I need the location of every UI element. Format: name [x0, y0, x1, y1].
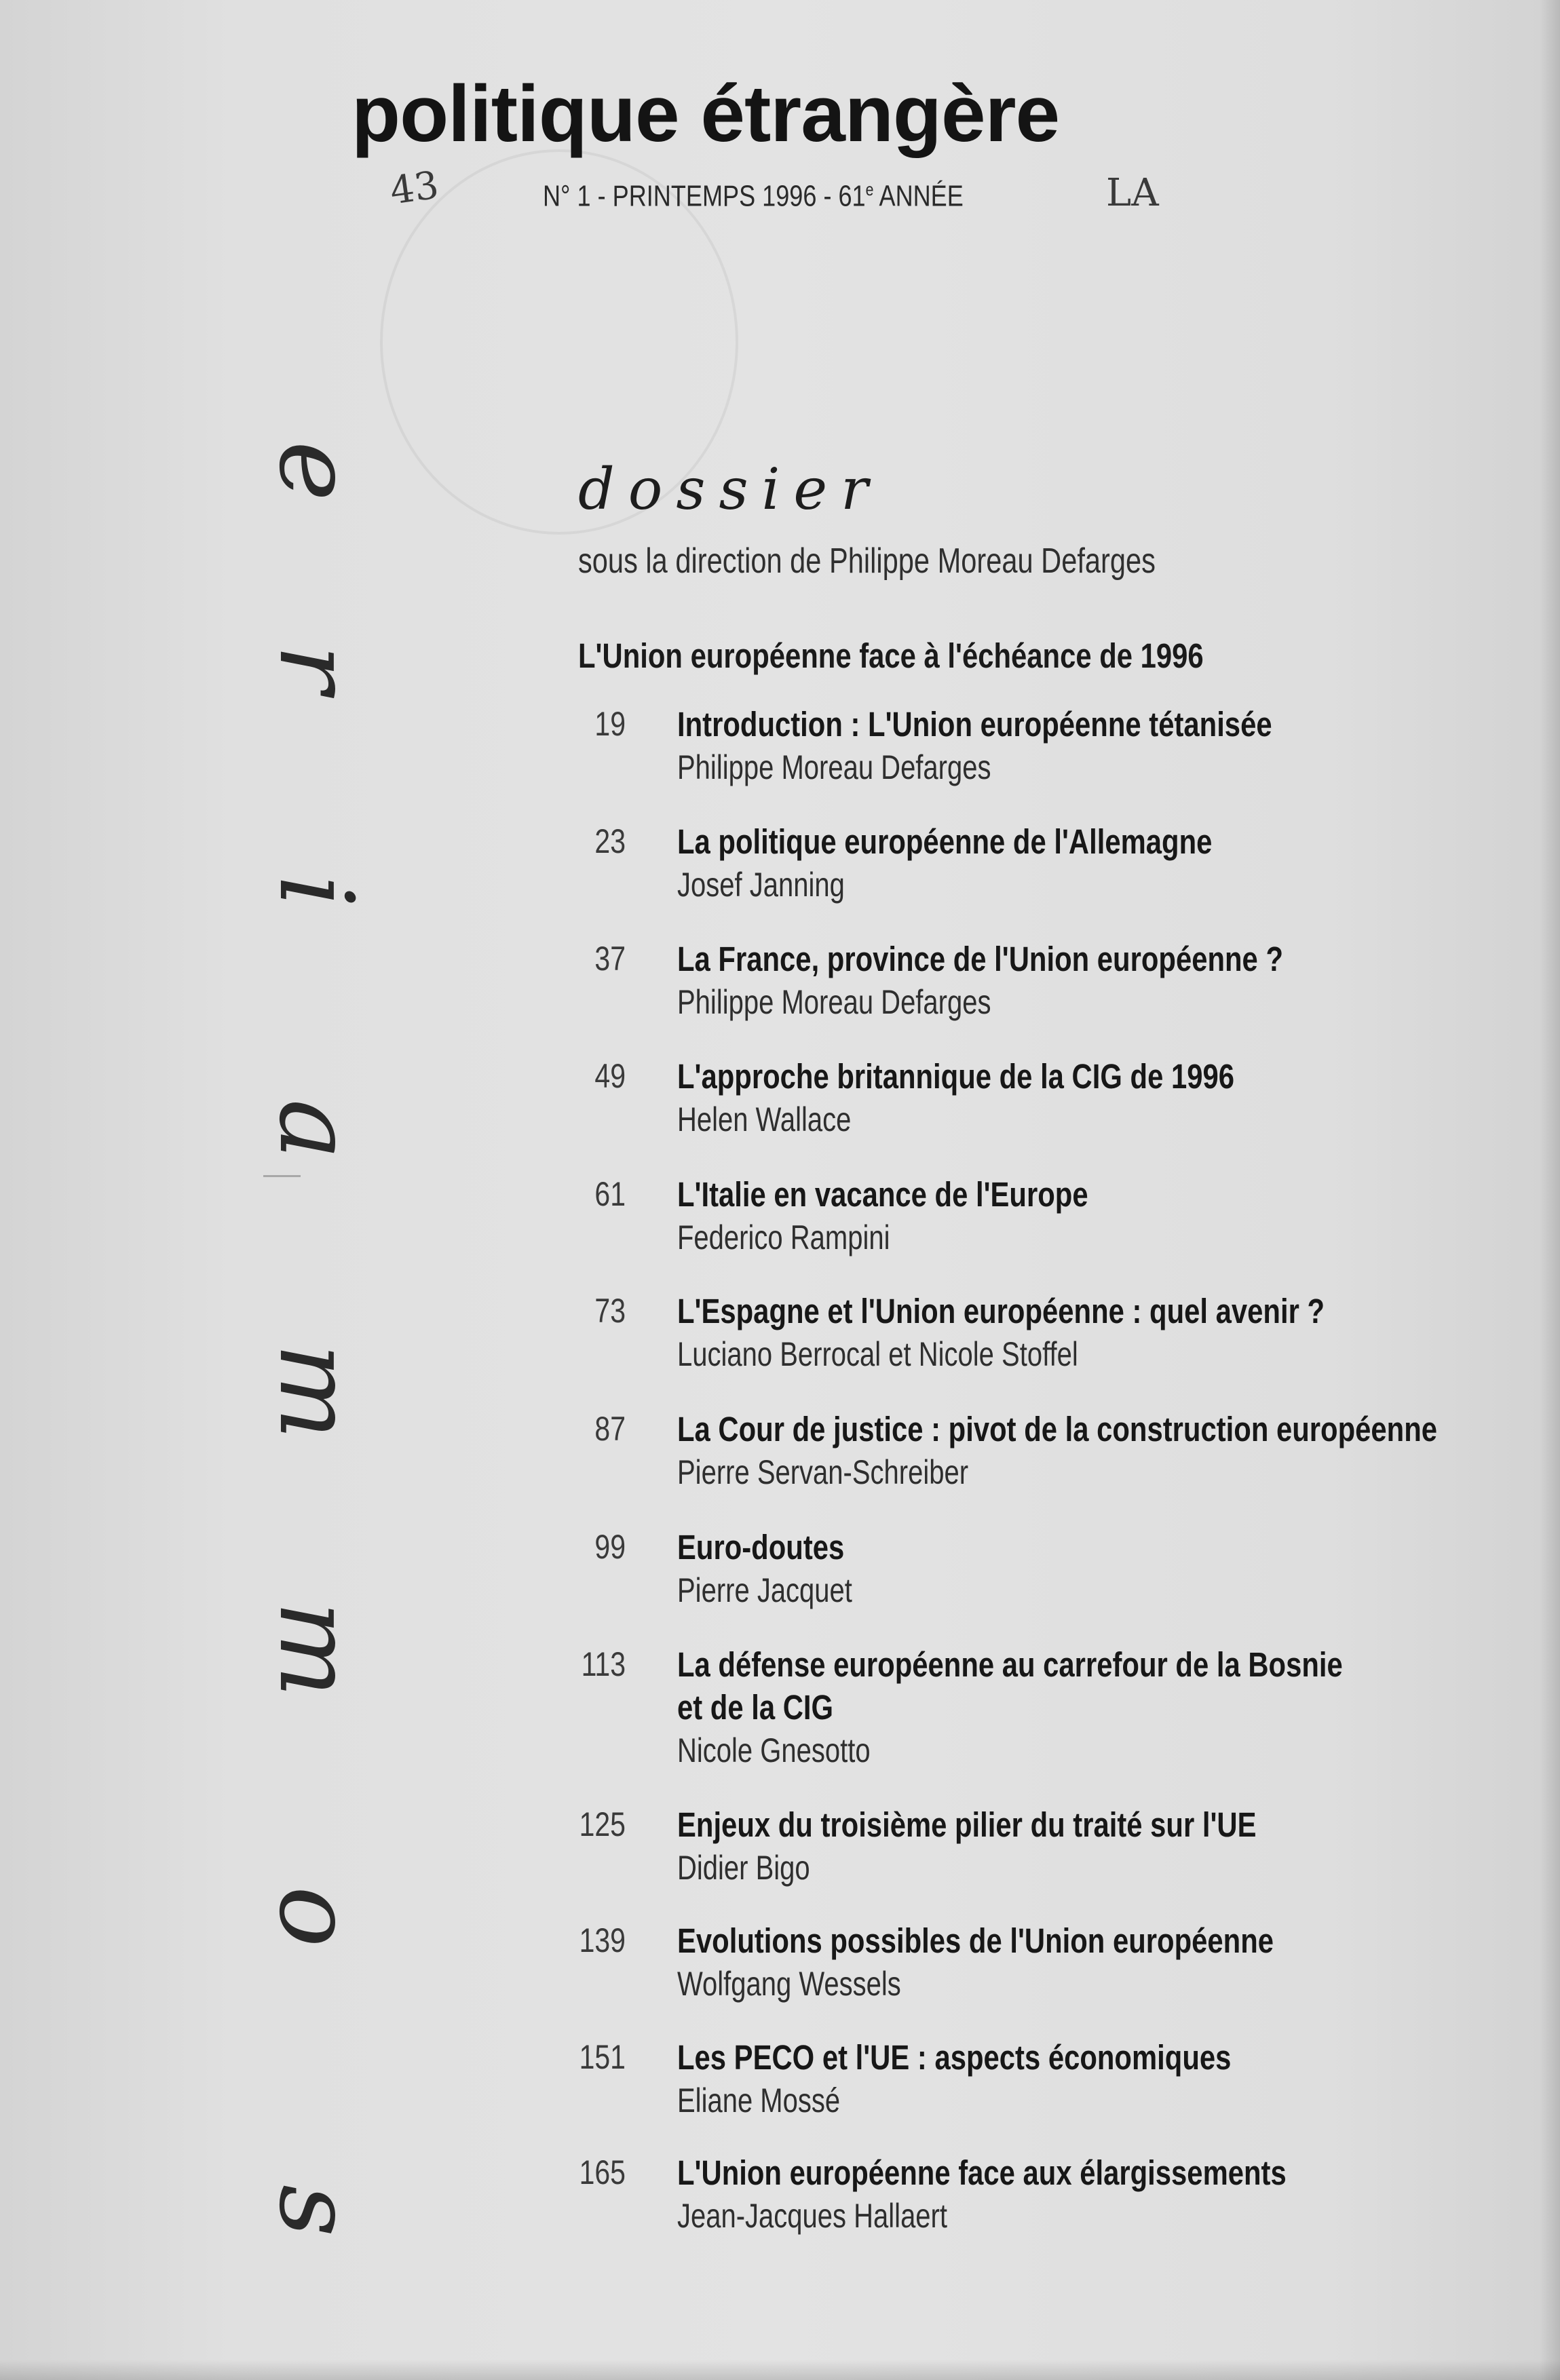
vertical-letter: s	[256, 2185, 375, 2237]
toc-entry	[0, 1291, 1560, 1373]
issue-prefix: N° 1 - PRINTEMPS 1996 - 61	[543, 179, 866, 213]
toc-article-title: Enjeux du troisième pilier du traité sur l'UE	[677, 1805, 1257, 1844]
dossier-direction: sous la direction de Philippe Moreau Defarges	[578, 541, 1156, 581]
toc-entry	[0, 2153, 1560, 2234]
toc-page-number: 73	[594, 1292, 626, 1330]
handwritten-note-left: 43	[387, 163, 442, 214]
journal-title: politique étrangère	[351, 69, 1060, 159]
toc-page-number: 23	[594, 822, 626, 860]
toc-author: Philippe Moreau Defarges	[677, 983, 991, 1021]
toc-author: Helen Wallace	[677, 1100, 852, 1138]
toc-entry	[0, 822, 1560, 903]
toc-author: Philippe Moreau Defarges	[677, 748, 991, 786]
vertical-letter: r	[256, 645, 375, 693]
toc-article-title: La Cour de justice : pivot de la construction européenne	[677, 1410, 1438, 1448]
issue-line	[543, 179, 964, 214]
margin-mark	[263, 1175, 301, 1177]
toc-article-title: La politique européenne de l'Allemagne	[677, 822, 1213, 861]
toc-page-number: 61	[594, 1175, 626, 1213]
page-bottom-shadow	[0, 2360, 1560, 2380]
toc-entry	[0, 939, 1560, 1020]
toc-author: Federico Rampini	[677, 1218, 890, 1256]
toc-entry	[0, 1527, 1560, 1609]
toc-page-number: 99	[594, 1528, 626, 1566]
toc-article-title: Evolutions possibles de l'Union européenne	[677, 1921, 1274, 1960]
toc-author: Jean-Jacques Hallaert	[677, 2197, 947, 2235]
toc-author: Eliane Mossé	[677, 2081, 841, 2119]
toc-article-title: Les PECO et l'UE : aspects économiques	[677, 2038, 1232, 2077]
toc-article-title: L'Espagne et l'Union européenne : quel avenir ?	[677, 1292, 1325, 1330]
toc-page-number: 87	[594, 1410, 626, 1448]
toc-entry	[0, 1056, 1560, 1138]
toc-author: Wolfgang Wessels	[677, 1965, 901, 2003]
toc-entry	[0, 1174, 1560, 1256]
toc-article-title: L'approche britannique de la CIG de 1996	[677, 1057, 1234, 1096]
toc-article-title: Introduction : L'Union européenne tétanisée	[677, 705, 1272, 744]
vertical-letter: m	[256, 1601, 375, 1698]
toc-article-title: L'Union européenne face aux élargissements	[677, 2153, 1287, 2192]
toc-page-number: 113	[581, 1645, 626, 1683]
vertical-letter: o	[256, 1886, 375, 1948]
toc-entry	[0, 2037, 1560, 2119]
toc-page-number: 139	[579, 1921, 626, 1959]
handwritten-note-right: LA	[1106, 171, 1159, 215]
toc-entry	[0, 1921, 1560, 2002]
toc-author: Pierre Jacquet	[677, 1571, 852, 1609]
toc-page-number: 49	[594, 1057, 626, 1095]
toc-page-number: 19	[594, 705, 626, 743]
toc-article-title: L'Italie en vacance de l'Europe	[677, 1175, 1088, 1214]
toc-article-title: La France, province de l'Union européenne ?	[677, 940, 1283, 978]
dossier-heading: dossier	[578, 456, 882, 522]
toc-article-title: La défense européenne au carrefour de la Bosnie	[677, 1645, 1343, 1684]
vertical-letter: a	[256, 1099, 375, 1160]
vertical-letter: e	[256, 441, 375, 501]
toc-author: Didier Bigo	[677, 1849, 810, 1887]
issue-suffix: ANNÉE	[873, 179, 964, 213]
page-edge-shadow	[1540, 0, 1560, 2380]
toc-page-number: 151	[579, 2038, 626, 2076]
toc-page-number: 125	[579, 1805, 626, 1843]
toc-entry	[0, 1409, 1560, 1491]
toc-author: Pierre Servan-Schreiber	[677, 1453, 969, 1491]
toc-article-title-line2: et de la CIG	[677, 1688, 834, 1727]
toc-author: Josef Janning	[677, 866, 845, 904]
toc-entry	[0, 1645, 1560, 1769]
toc-page-number: 165	[579, 2153, 626, 2191]
toc-author: Luciano Berrocal et Nicole Stoffel	[677, 1335, 1078, 1373]
toc-author: Nicole Gnesotto	[677, 1731, 871, 1769]
toc-article-title: Euro-doutes	[677, 1528, 845, 1567]
vertical-letter: m	[256, 1343, 375, 1440]
section-heading: L'Union européenne face à l'échéance de 1996	[578, 636, 1204, 675]
toc-entry	[0, 704, 1560, 786]
toc-entry	[0, 1805, 1560, 1886]
issue-sup: e	[865, 179, 874, 199]
vertical-letter: i	[256, 875, 375, 908]
toc-page-number: 37	[594, 940, 626, 978]
